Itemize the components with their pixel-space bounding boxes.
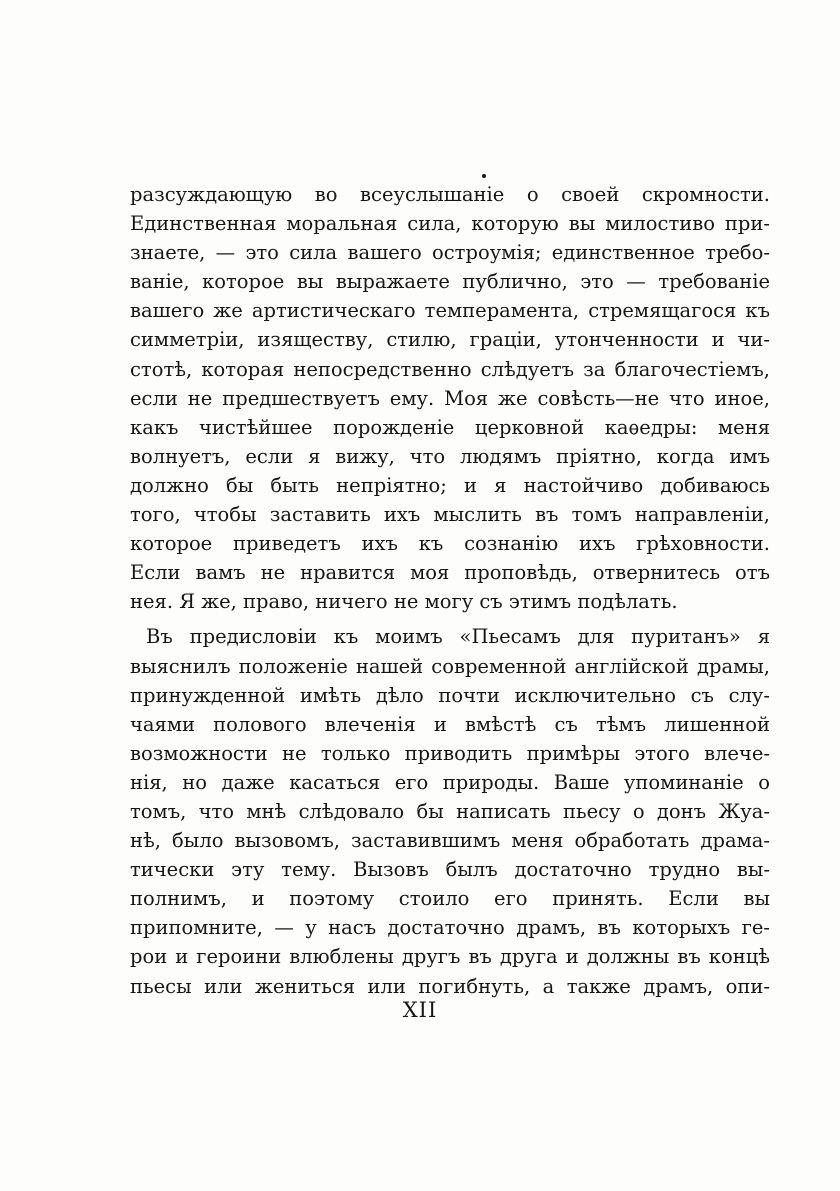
text-line: Единственная моральная сила, которую вы милостиво при-: [130, 212, 770, 236]
text-line: выяснилъ положенiе нашей современной англiйской драмы,: [130, 654, 770, 678]
text-line: разсуждающую во всеуслышанiе о своей скромности.: [130, 183, 770, 206]
body-text: [130, 180, 770, 1001]
text-line: припомните, — у насъ достаточно драмъ, въ которыхъ ге-: [130, 916, 770, 940]
text-line: возможности не только приводить примѣры этого влече-: [130, 741, 770, 765]
text-line: Если вамъ не нравится моя проповѣдь, отвернитесь отъ: [130, 561, 770, 585]
text-line: принужденной имѣть дѣло почти исключительно съ слу-: [130, 683, 770, 707]
text-line: которое приведетъ ихъ къ сознанiю ихъ грѣховности.: [130, 532, 770, 556]
text-line: знаете, — это сила вашего остроумiя; единственное требо-: [130, 241, 770, 265]
text-line: вашего же артистическаго темперамента, стремящагося къ: [130, 299, 770, 323]
text-line: Въ предисловiи къ моимъ «Пьесамъ для пуританъ» я: [146, 625, 770, 649]
text-line: томъ, что мнѣ слѣдовало бы написать пьесу о донъ Жуа-: [130, 799, 770, 823]
text-line: нея. Я же, право, ничего не могу съ этимъ подѣлать.: [130, 590, 678, 614]
text-line: чаями полового влеченiя и вмѣстѣ съ тѣмъ лишенной: [130, 712, 770, 736]
paragraph-2: [130, 622, 770, 1000]
print-speck: [482, 174, 486, 178]
text-line: волнуетъ, если я вижу, что людямъ прiятно, когда имъ: [130, 444, 770, 468]
text-line: стотѣ, которая непосредственно слѣдуетъ за благочестiемъ,: [130, 357, 770, 381]
text-line: симметрiи, изяществу, стилю, грацiи, утонченности и чи-: [130, 328, 770, 352]
page-number: XII: [402, 998, 438, 1022]
text-line: нѣ, было вызовомъ, заставившимъ меня обработать драма-: [130, 829, 770, 853]
text-line: ванiе, которое вы выражаете публично, это — требованiе: [130, 270, 770, 294]
text-line: пьесы или жениться или погибнуть, а также драмъ, опи-: [130, 974, 770, 998]
text-line: полнимъ, и поэтому стоило его принять. Если вы: [130, 887, 770, 911]
text-line: нiя, но даже касаться его природы. Ваше упоминанiе о: [130, 770, 770, 794]
text-line: рои и героини влюблены другъ въ друга и должны въ концѣ: [130, 945, 770, 969]
text-line: того, чтобы заставить ихъ мыслить въ томъ направленiи,: [130, 503, 770, 527]
text-line: если не предшествуетъ ему. Моя же совѣсть—не что иное,: [130, 386, 770, 410]
paragraph-1: [130, 180, 770, 616]
text-line: тически эту тему. Вызовъ былъ достаточно трудно вы-: [130, 858, 770, 882]
text-line: какъ чистѣйшее порожденiе церковной каѳедры: меня: [130, 415, 770, 439]
text-line: должно бы быть непрiятно; и я настойчиво добиваюсь: [130, 473, 770, 497]
